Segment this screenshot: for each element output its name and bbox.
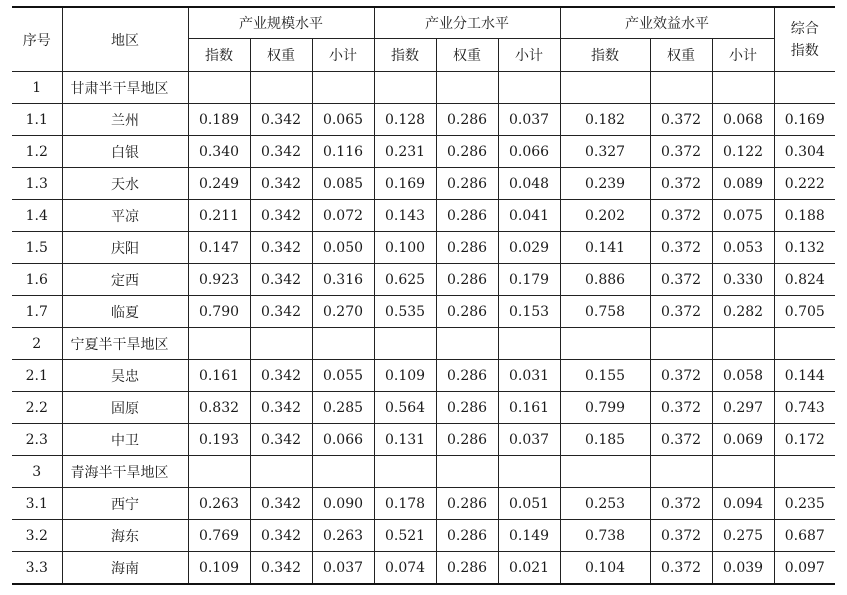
value-cell: 0.790	[188, 296, 250, 328]
header-scale-index: 指数	[188, 39, 250, 72]
table-row	[12, 296, 835, 328]
empty-cell	[774, 72, 835, 104]
value-cell: 0.342	[250, 296, 312, 328]
value-cell: 0.202	[560, 200, 650, 232]
value-cell: 0.178	[374, 488, 436, 520]
row-seq: 3.2	[12, 520, 62, 552]
value-cell: 0.182	[560, 104, 650, 136]
value-cell: 0.340	[188, 136, 250, 168]
value-cell: 0.521	[374, 520, 436, 552]
table-row	[12, 424, 835, 456]
header-benefit-subtotal: 小计	[712, 39, 774, 72]
value-cell: 0.286	[436, 200, 498, 232]
value-cell: 0.285	[312, 392, 374, 424]
value-cell: 0.031	[498, 360, 560, 392]
value-cell: 0.372	[650, 104, 712, 136]
empty-cell	[650, 328, 712, 360]
value-cell: 0.372	[650, 168, 712, 200]
value-cell: 0.172	[774, 424, 835, 456]
value-cell: 0.372	[650, 392, 712, 424]
row-seq: 1.3	[12, 168, 62, 200]
value-cell: 0.372	[650, 264, 712, 296]
row-region: 天水	[62, 168, 188, 200]
value-cell: 0.824	[774, 264, 835, 296]
row-seq: 1.2	[12, 136, 62, 168]
value-cell: 0.286	[436, 104, 498, 136]
value-cell: 0.282	[712, 296, 774, 328]
value-cell: 0.053	[712, 232, 774, 264]
group-seq: 3	[12, 456, 62, 488]
value-cell: 0.286	[436, 168, 498, 200]
value-cell: 0.286	[436, 232, 498, 264]
value-cell: 0.372	[650, 520, 712, 552]
group-row	[12, 328, 835, 360]
value-cell: 0.116	[312, 136, 374, 168]
group-name: 宁夏半干旱地区	[62, 328, 188, 360]
value-cell: 0.161	[498, 392, 560, 424]
value-cell: 0.372	[650, 296, 712, 328]
value-cell: 0.799	[560, 392, 650, 424]
value-cell: 0.100	[374, 232, 436, 264]
header-scale: 产业规模水平	[188, 7, 374, 39]
table-row	[12, 488, 835, 520]
value-cell: 0.263	[312, 520, 374, 552]
empty-cell	[436, 456, 498, 488]
row-region: 海东	[62, 520, 188, 552]
value-cell: 0.055	[312, 360, 374, 392]
value-cell: 0.372	[650, 552, 712, 585]
value-cell: 0.342	[250, 200, 312, 232]
value-cell: 0.143	[374, 200, 436, 232]
row-seq: 3.1	[12, 488, 62, 520]
value-cell: 0.372	[650, 232, 712, 264]
value-cell: 0.286	[436, 136, 498, 168]
value-cell: 0.263	[188, 488, 250, 520]
row-seq: 2.2	[12, 392, 62, 424]
empty-cell	[188, 72, 250, 104]
value-cell: 0.286	[436, 360, 498, 392]
value-cell: 0.131	[374, 424, 436, 456]
value-cell: 0.109	[374, 360, 436, 392]
empty-cell	[250, 72, 312, 104]
value-cell: 0.075	[712, 200, 774, 232]
table-row	[12, 264, 835, 296]
row-seq: 1.6	[12, 264, 62, 296]
empty-cell	[650, 456, 712, 488]
header-division-weight: 权重	[436, 39, 498, 72]
row-region: 平凉	[62, 200, 188, 232]
row-seq: 1.4	[12, 200, 62, 232]
table-row	[12, 232, 835, 264]
group-seq: 1	[12, 72, 62, 104]
value-cell: 0.065	[312, 104, 374, 136]
value-cell: 0.169	[374, 168, 436, 200]
value-cell: 0.342	[250, 264, 312, 296]
value-cell: 0.072	[312, 200, 374, 232]
group-seq: 2	[12, 328, 62, 360]
table-row	[12, 392, 835, 424]
value-cell: 0.068	[712, 104, 774, 136]
table-row	[12, 104, 835, 136]
value-cell: 0.286	[436, 552, 498, 585]
data-table-container	[12, 6, 835, 585]
empty-cell	[312, 456, 374, 488]
header-seq: 序号	[12, 7, 62, 72]
row-region: 海南	[62, 552, 188, 585]
empty-cell	[436, 72, 498, 104]
value-cell: 0.342	[250, 168, 312, 200]
table-row	[12, 200, 835, 232]
table-row	[12, 136, 835, 168]
value-cell: 0.342	[250, 424, 312, 456]
row-region: 白银	[62, 136, 188, 168]
value-cell: 0.144	[774, 360, 835, 392]
value-cell: 0.109	[188, 552, 250, 585]
value-cell: 0.050	[312, 232, 374, 264]
value-cell: 0.286	[436, 264, 498, 296]
value-cell: 0.089	[712, 168, 774, 200]
header-benefit-index: 指数	[560, 39, 650, 72]
value-cell: 0.327	[560, 136, 650, 168]
header-scale-weight: 权重	[250, 39, 312, 72]
empty-cell	[774, 456, 835, 488]
value-cell: 0.923	[188, 264, 250, 296]
value-cell: 0.316	[312, 264, 374, 296]
row-seq: 1.7	[12, 296, 62, 328]
value-cell: 0.179	[498, 264, 560, 296]
empty-cell	[560, 328, 650, 360]
row-seq: 3.3	[12, 552, 62, 585]
value-cell: 0.188	[774, 200, 835, 232]
value-cell: 0.286	[436, 296, 498, 328]
row-region: 固原	[62, 392, 188, 424]
empty-cell	[712, 456, 774, 488]
group-row	[12, 72, 835, 104]
value-cell: 0.372	[650, 136, 712, 168]
row-seq: 2.3	[12, 424, 62, 456]
value-cell: 0.564	[374, 392, 436, 424]
value-cell: 0.074	[374, 552, 436, 585]
value-cell: 0.342	[250, 360, 312, 392]
empty-cell	[374, 72, 436, 104]
value-cell: 0.069	[712, 424, 774, 456]
value-cell: 0.222	[774, 168, 835, 200]
table-body	[12, 72, 835, 585]
row-region: 定西	[62, 264, 188, 296]
value-cell: 0.041	[498, 200, 560, 232]
value-cell: 0.253	[560, 488, 650, 520]
value-cell: 0.141	[560, 232, 650, 264]
value-cell: 0.169	[774, 104, 835, 136]
empty-cell	[436, 328, 498, 360]
value-cell: 0.161	[188, 360, 250, 392]
value-cell: 0.235	[774, 488, 835, 520]
value-cell: 0.886	[560, 264, 650, 296]
value-cell: 0.249	[188, 168, 250, 200]
value-cell: 0.297	[712, 392, 774, 424]
value-cell: 0.738	[560, 520, 650, 552]
header-division-subtotal: 小计	[498, 39, 560, 72]
value-cell: 0.097	[774, 552, 835, 585]
empty-cell	[188, 456, 250, 488]
value-cell: 0.094	[712, 488, 774, 520]
empty-cell	[560, 456, 650, 488]
value-cell: 0.132	[774, 232, 835, 264]
empty-cell	[712, 72, 774, 104]
value-cell: 0.625	[374, 264, 436, 296]
value-cell: 0.239	[560, 168, 650, 200]
value-cell: 0.021	[498, 552, 560, 585]
value-cell: 0.342	[250, 392, 312, 424]
value-cell: 0.029	[498, 232, 560, 264]
value-cell: 0.211	[188, 200, 250, 232]
header-division-index: 指数	[374, 39, 436, 72]
value-cell: 0.286	[436, 392, 498, 424]
value-cell: 0.149	[498, 520, 560, 552]
row-region: 临夏	[62, 296, 188, 328]
value-cell: 0.193	[188, 424, 250, 456]
value-cell: 0.270	[312, 296, 374, 328]
value-cell: 0.769	[188, 520, 250, 552]
value-cell: 0.048	[498, 168, 560, 200]
value-cell: 0.037	[498, 104, 560, 136]
empty-cell	[712, 328, 774, 360]
value-cell: 0.372	[650, 360, 712, 392]
value-cell: 0.037	[312, 552, 374, 585]
value-cell: 0.758	[560, 296, 650, 328]
row-region: 庆阳	[62, 232, 188, 264]
value-cell: 0.037	[498, 424, 560, 456]
value-cell: 0.189	[188, 104, 250, 136]
value-cell: 0.286	[436, 488, 498, 520]
value-cell: 0.342	[250, 488, 312, 520]
row-seq: 1.1	[12, 104, 62, 136]
empty-cell	[498, 456, 560, 488]
value-cell: 0.104	[560, 552, 650, 585]
header-composite	[774, 7, 835, 72]
value-cell: 0.372	[650, 488, 712, 520]
value-cell: 0.372	[650, 200, 712, 232]
value-cell: 0.128	[374, 104, 436, 136]
empty-cell	[188, 328, 250, 360]
row-region: 中卫	[62, 424, 188, 456]
value-cell: 0.155	[560, 360, 650, 392]
value-cell: 0.066	[498, 136, 560, 168]
empty-cell	[312, 72, 374, 104]
header-division: 产业分工水平	[374, 7, 560, 39]
row-region: 兰州	[62, 104, 188, 136]
value-cell: 0.705	[774, 296, 835, 328]
value-cell: 0.286	[436, 520, 498, 552]
value-cell: 0.372	[650, 424, 712, 456]
value-cell: 0.535	[374, 296, 436, 328]
value-cell: 0.342	[250, 104, 312, 136]
empty-cell	[498, 72, 560, 104]
header-row-top	[12, 7, 835, 39]
value-cell: 0.330	[712, 264, 774, 296]
value-cell: 0.304	[774, 136, 835, 168]
value-cell: 0.342	[250, 552, 312, 585]
value-cell: 0.286	[436, 424, 498, 456]
empty-cell	[650, 72, 712, 104]
group-name: 青海半干旱地区	[62, 456, 188, 488]
value-cell: 0.743	[774, 392, 835, 424]
value-cell: 0.085	[312, 168, 374, 200]
value-cell: 0.039	[712, 552, 774, 585]
empty-cell	[560, 72, 650, 104]
value-cell: 0.153	[498, 296, 560, 328]
table-row	[12, 360, 835, 392]
header-scale-subtotal: 小计	[312, 39, 374, 72]
header-composite-label: 综合指数	[790, 20, 819, 59]
header-region: 地区	[62, 7, 188, 72]
table-row	[12, 520, 835, 552]
value-cell: 0.231	[374, 136, 436, 168]
header-benefit: 产业效益水平	[560, 7, 774, 39]
value-cell: 0.051	[498, 488, 560, 520]
row-seq: 1.5	[12, 232, 62, 264]
value-cell: 0.342	[250, 136, 312, 168]
row-region: 西宁	[62, 488, 188, 520]
table-row	[12, 168, 835, 200]
empty-cell	[250, 456, 312, 488]
value-cell: 0.147	[188, 232, 250, 264]
value-cell: 0.090	[312, 488, 374, 520]
group-name: 甘肃半干旱地区	[62, 72, 188, 104]
value-cell: 0.832	[188, 392, 250, 424]
industry-index-table	[12, 6, 835, 585]
value-cell: 0.122	[712, 136, 774, 168]
table-row	[12, 552, 835, 585]
empty-cell	[374, 456, 436, 488]
value-cell: 0.342	[250, 520, 312, 552]
value-cell: 0.342	[250, 232, 312, 264]
value-cell: 0.687	[774, 520, 835, 552]
row-seq: 2.1	[12, 360, 62, 392]
empty-cell	[774, 328, 835, 360]
group-row	[12, 456, 835, 488]
value-cell: 0.058	[712, 360, 774, 392]
empty-cell	[250, 328, 312, 360]
empty-cell	[374, 328, 436, 360]
value-cell: 0.066	[312, 424, 374, 456]
header-benefit-weight: 权重	[650, 39, 712, 72]
value-cell: 0.275	[712, 520, 774, 552]
value-cell: 0.185	[560, 424, 650, 456]
empty-cell	[312, 328, 374, 360]
row-region: 吴忠	[62, 360, 188, 392]
empty-cell	[498, 328, 560, 360]
